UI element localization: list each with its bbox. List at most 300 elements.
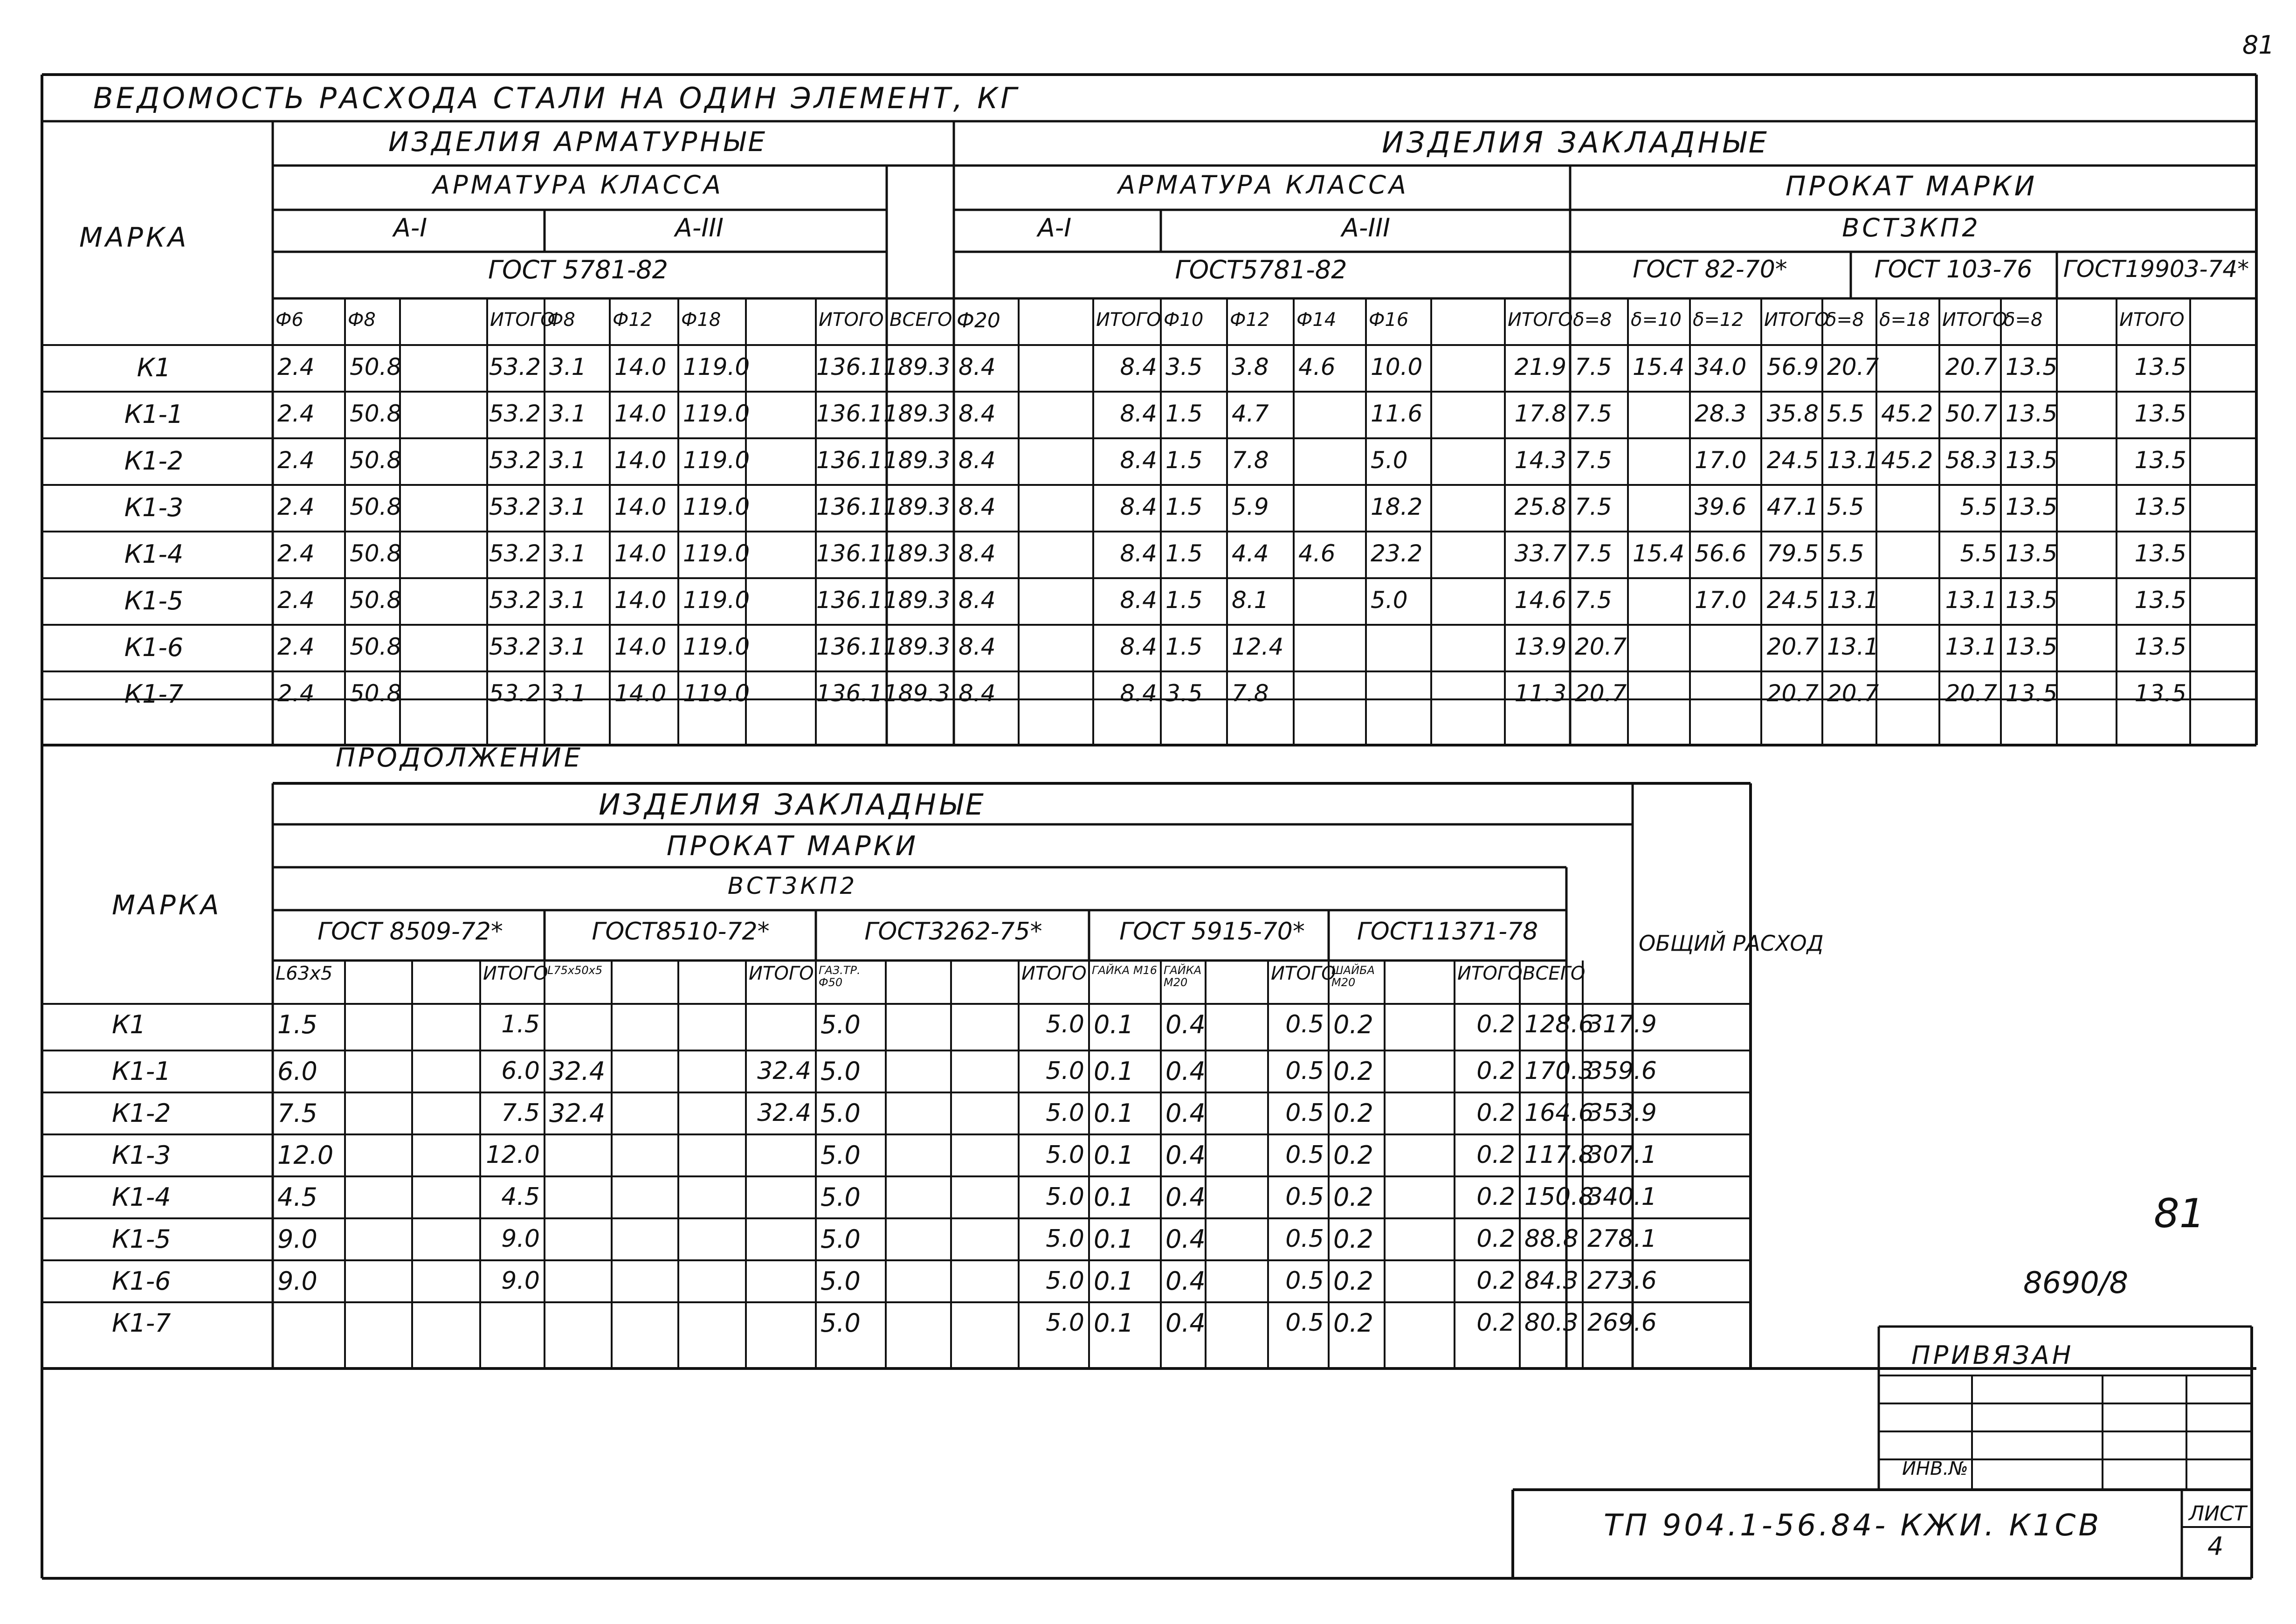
lower-cell: 0.1 bbox=[1094, 1182, 1134, 1212]
lower-cell: 5.0 bbox=[820, 1224, 861, 1254]
lower-cell: 0.4 bbox=[1165, 1140, 1206, 1170]
lower-col-header: ВСЕГО bbox=[1523, 963, 1586, 984]
lower-cell: 0.2 bbox=[1476, 1225, 1515, 1253]
lower-cell: 0.5 bbox=[1285, 1010, 1324, 1038]
upper-cell: 3.5 bbox=[1165, 680, 1203, 707]
upper-col-header: δ=18 bbox=[1879, 309, 1930, 331]
upper-cell: 7.5 bbox=[1575, 493, 1612, 520]
lower-cell: 0.4 bbox=[1165, 1182, 1206, 1212]
upper-cell: 3.1 bbox=[549, 587, 586, 614]
lower-cell: 0.5 bbox=[1285, 1099, 1324, 1127]
group-zakladnye: ИЗДЕЛИЯ ЗАКЛАДНЫЕ bbox=[1382, 125, 1770, 159]
lower-cell: 12.0 bbox=[486, 1141, 540, 1169]
upper-cell: 33.7 bbox=[1514, 540, 1566, 567]
upper-col-header: Ф12 bbox=[1230, 309, 1270, 331]
upper-cell: 8.4 bbox=[1120, 540, 1157, 567]
upper-cell: 2.4 bbox=[277, 353, 315, 380]
gost-103: ГОСТ 103-76 bbox=[1874, 256, 2033, 283]
stamp-note-8690: 8690/8 bbox=[2023, 1266, 2129, 1300]
upper-cell: 13.9 bbox=[1514, 633, 1566, 660]
upper-cell: 119.0 bbox=[683, 353, 750, 380]
lower-cell: 0.1 bbox=[1094, 1140, 1134, 1170]
gost-19903: ГОСТ19903-74* bbox=[2063, 256, 2249, 283]
lower-cell: 150.8 bbox=[1524, 1183, 1594, 1211]
upper-cell: 5.0 bbox=[1371, 447, 1408, 474]
lower-cell: 269.6 bbox=[1587, 1309, 1657, 1337]
upper-cell: 50.8 bbox=[350, 447, 402, 474]
upper-col-header: Ф6 bbox=[276, 309, 303, 331]
upper-cell: 17.0 bbox=[1695, 587, 1747, 614]
lower-row-marka: К1-4 bbox=[112, 1182, 171, 1212]
upper-cell: 35.8 bbox=[1766, 400, 1819, 427]
lower-cell: 0.5 bbox=[1285, 1183, 1324, 1211]
lower-gost: ГОСТ 8509-72* bbox=[317, 918, 503, 946]
upper-cell: 20.7 bbox=[1827, 680, 1879, 707]
lower-cell: 6.0 bbox=[501, 1057, 540, 1085]
upper-cell: 13.5 bbox=[2134, 680, 2186, 707]
prokat-marki-1: ПРОКАТ МАРКИ bbox=[1785, 170, 2038, 202]
upper-col-header: δ=8 bbox=[1573, 309, 1612, 331]
upper-cell: 8.4 bbox=[1120, 633, 1157, 660]
upper-col-header: ИТОГО bbox=[2119, 309, 2185, 331]
upper-cell: 3.1 bbox=[549, 353, 586, 380]
upper-cell: 10.0 bbox=[1371, 353, 1423, 380]
lower-cell: 0.4 bbox=[1165, 1308, 1206, 1338]
class-a1: А-I bbox=[393, 213, 427, 242]
gost-5781-b: ГОСТ5781-82 bbox=[1175, 255, 1347, 284]
upper-cell: 189.3 bbox=[883, 447, 950, 474]
upper-cell: 53.2 bbox=[489, 353, 541, 380]
stamp-code: ТП 904.1-56.84- КЖИ. К1СВ bbox=[1604, 1508, 2102, 1543]
upper-cell: 20.7 bbox=[1827, 353, 1879, 380]
lower-col-header: L63x5 bbox=[276, 963, 333, 984]
armatura-klassa-1: АРМАТУРА КЛАССА bbox=[433, 170, 724, 200]
upper-cell: 3.1 bbox=[549, 493, 586, 520]
upper-cell: 4.6 bbox=[1298, 540, 1336, 567]
upper-cell: 3.8 bbox=[1232, 353, 1269, 380]
lower-col-header: ИТОГО bbox=[1271, 963, 1336, 984]
lower-cell: 170.3 bbox=[1524, 1057, 1594, 1085]
upper-cell: 7.5 bbox=[1575, 353, 1612, 380]
lower-cell: 5.0 bbox=[1046, 1099, 1084, 1127]
upper-cell: 13.5 bbox=[2134, 493, 2186, 520]
upper-col-header: δ=10 bbox=[1631, 309, 1682, 331]
lower-gost: ГОСТ11371-78 bbox=[1357, 918, 1538, 946]
lower-cell: 7.5 bbox=[501, 1099, 540, 1127]
gost-82: ГОСТ 82-70* bbox=[1633, 256, 1787, 283]
upper-cell: 50.7 bbox=[1945, 400, 1997, 427]
upper-cell: 50.8 bbox=[350, 633, 402, 660]
upper-col-header: ИТОГО bbox=[1508, 309, 1573, 331]
lower-cell: 5.0 bbox=[820, 1057, 861, 1086]
lower-cell: 0.4 bbox=[1165, 1010, 1206, 1039]
upper-cell: 8.4 bbox=[958, 633, 996, 660]
lower-col-header: L75x50x5 bbox=[547, 964, 603, 977]
upper-cell: 3.1 bbox=[549, 400, 586, 427]
upper-cell: 13.5 bbox=[2006, 400, 2058, 427]
lower-group: ИЗДЕЛИЯ ЗАКЛАДНЫЕ bbox=[599, 788, 986, 822]
upper-cell: 136.1 bbox=[816, 447, 883, 474]
upper-cell: 5.5 bbox=[1827, 540, 1864, 567]
upper-cell: 53.2 bbox=[489, 400, 541, 427]
upper-cell: 136.1 bbox=[816, 680, 883, 707]
upper-col-header: Ф8 bbox=[348, 309, 376, 331]
upper-cell: 45.2 bbox=[1881, 447, 1933, 474]
upper-cell: 2.4 bbox=[277, 540, 315, 567]
upper-cell: 1.5 bbox=[1165, 447, 1203, 474]
lower-cell: 88.8 bbox=[1524, 1225, 1579, 1253]
lower-cell: 4.5 bbox=[277, 1182, 317, 1212]
upper-cell: 13.5 bbox=[2134, 587, 2186, 614]
lower-cell: 0.2 bbox=[1476, 1141, 1515, 1169]
lower-cell: 5.0 bbox=[820, 1308, 861, 1338]
upper-cell: 14.0 bbox=[614, 447, 667, 474]
lower-col-header: ГАЗ.ТР. Ф50 bbox=[819, 964, 861, 989]
lower-cell: 5.0 bbox=[1046, 1309, 1084, 1337]
lower-cell: 0.4 bbox=[1165, 1099, 1206, 1128]
lower-cell: 5.0 bbox=[1046, 1267, 1084, 1295]
stamp-inv: ИНВ.№ bbox=[1902, 1458, 1968, 1479]
upper-cell: 13.5 bbox=[2006, 540, 2058, 567]
upper-cell: 53.2 bbox=[489, 633, 541, 660]
upper-cell: 2.4 bbox=[277, 680, 315, 707]
upper-cell: 21.9 bbox=[1514, 353, 1566, 380]
upper-col-header: Ф18 bbox=[681, 309, 721, 331]
lower-cell: 317.9 bbox=[1587, 1010, 1657, 1038]
upper-cell: 13.5 bbox=[2134, 633, 2186, 660]
lower-cell: 9.0 bbox=[501, 1225, 540, 1253]
lower-cell: 0.5 bbox=[1285, 1057, 1324, 1085]
lower-cell: 0.2 bbox=[1333, 1224, 1373, 1254]
upper-cell: 13.5 bbox=[2006, 493, 2058, 520]
upper-cell: 119.0 bbox=[683, 680, 750, 707]
upper-cell: 8.4 bbox=[958, 680, 996, 707]
upper-cell: 53.2 bbox=[489, 587, 541, 614]
lower-vst: ВСТ3КП2 bbox=[727, 872, 858, 899]
lower-cell: 0.4 bbox=[1165, 1057, 1206, 1086]
upper-cell: 136.1 bbox=[816, 587, 883, 614]
upper-cell: 13.1 bbox=[1827, 587, 1879, 614]
lower-cell: 340.1 bbox=[1587, 1183, 1657, 1211]
upper-col-header: Ф16 bbox=[1369, 309, 1409, 331]
upper-cell: 17.0 bbox=[1695, 447, 1747, 474]
upper-cell: 7.5 bbox=[1575, 587, 1612, 614]
upper-cell: 119.0 bbox=[683, 493, 750, 520]
lower-col-header: ИТОГО bbox=[749, 963, 814, 984]
upper-cell: 5.9 bbox=[1232, 493, 1269, 520]
lower-row-marka: К1-3 bbox=[112, 1140, 171, 1170]
lower-cell: 9.0 bbox=[501, 1267, 540, 1295]
upper-cell: 5.5 bbox=[1827, 400, 1864, 427]
upper-cell: 1.5 bbox=[1165, 493, 1203, 520]
lower-cell: 12.0 bbox=[277, 1140, 334, 1170]
upper-cell: 13.5 bbox=[2006, 633, 2058, 660]
upper-cell: 14.0 bbox=[614, 633, 667, 660]
upper-cell: 8.4 bbox=[1120, 680, 1157, 707]
lower-cell: 0.2 bbox=[1333, 1266, 1373, 1296]
upper-cell: 8.4 bbox=[958, 587, 996, 614]
upper-cell: 14.0 bbox=[614, 540, 667, 567]
upper-cell: 136.1 bbox=[816, 493, 883, 520]
upper-cell: 20.7 bbox=[1766, 680, 1819, 707]
upper-cell: 13.5 bbox=[2006, 353, 2058, 380]
upper-cell: 136.1 bbox=[816, 633, 883, 660]
lower-cell: 117.8 bbox=[1524, 1141, 1594, 1169]
lower-cell: 32.4 bbox=[549, 1099, 606, 1128]
upper-cell: 8.1 bbox=[1232, 587, 1269, 614]
lower-gost: ГОСТ8510-72* bbox=[592, 918, 770, 946]
obshiy-rashod-header: ОБЩИЙ РАСХОД bbox=[1639, 931, 1824, 956]
upper-cell: 53.2 bbox=[489, 493, 541, 520]
lower-row-marka: К1-6 bbox=[112, 1266, 171, 1296]
upper-cell: 3.1 bbox=[549, 680, 586, 707]
class-a3: А-III bbox=[675, 213, 724, 242]
upper-cell: 13.5 bbox=[2134, 353, 2186, 380]
upper-cell: 20.7 bbox=[1575, 680, 1627, 707]
upper-cell: 13.1 bbox=[1945, 587, 1997, 614]
upper-cell: 5.5 bbox=[1827, 493, 1864, 520]
lower-cell: 0.5 bbox=[1285, 1225, 1324, 1253]
upper-col-header: δ=12 bbox=[1693, 309, 1744, 331]
lower-cell: 5.0 bbox=[1046, 1141, 1084, 1169]
upper-cell: 13.5 bbox=[2134, 540, 2186, 567]
upper-col-header: Ф20 bbox=[957, 309, 1000, 332]
upper-cell: 14.0 bbox=[614, 353, 667, 380]
upper-cell: 119.0 bbox=[683, 400, 750, 427]
upper-cell: 2.4 bbox=[277, 587, 315, 614]
lower-cell: 0.2 bbox=[1476, 1183, 1515, 1211]
upper-cell: 189.3 bbox=[883, 540, 950, 567]
upper-cell: 18.2 bbox=[1371, 493, 1423, 520]
lower-cell: 6.0 bbox=[277, 1057, 317, 1086]
stamp-list-label: ЛИСТ bbox=[2189, 1502, 2247, 1526]
upper-cell: 1.5 bbox=[1165, 540, 1203, 567]
upper-col-header: Ф14 bbox=[1296, 309, 1337, 331]
lower-marka-header: МАРКА bbox=[112, 889, 222, 921]
upper-cell: 15.4 bbox=[1633, 540, 1685, 567]
lower-cell: 0.1 bbox=[1094, 1057, 1134, 1086]
upper-cell: 8.4 bbox=[958, 353, 996, 380]
lower-cell: 5.0 bbox=[1046, 1225, 1084, 1253]
armatura-klassa-2: АРМАТУРА КЛАССА bbox=[1118, 170, 1409, 200]
upper-cell: 24.5 bbox=[1766, 447, 1819, 474]
lower-gost: ГОСТ 5915-70* bbox=[1119, 918, 1305, 946]
upper-cell: 14.0 bbox=[614, 400, 667, 427]
upper-cell: 50.8 bbox=[350, 680, 402, 707]
lower-col-header: ИТОГО bbox=[1021, 963, 1087, 984]
upper-cell: 7.8 bbox=[1232, 680, 1269, 707]
upper-cell: 13.5 bbox=[2006, 680, 2058, 707]
lower-row-marka: К1-5 bbox=[112, 1224, 171, 1254]
upper-cell: 11.6 bbox=[1371, 400, 1423, 427]
upper-cell: 2.4 bbox=[277, 400, 315, 427]
upper-col-header: ИТОГО bbox=[1764, 309, 1829, 331]
upper-cell: 14.0 bbox=[614, 493, 667, 520]
upper-cell: 5.5 bbox=[1960, 493, 1997, 520]
lower-cell: 1.5 bbox=[501, 1010, 540, 1038]
upper-cell: 15.4 bbox=[1633, 353, 1685, 380]
upper-cell: 8.4 bbox=[958, 493, 996, 520]
upper-cell: 8.4 bbox=[958, 400, 996, 427]
upper-cell: 189.3 bbox=[883, 680, 950, 707]
upper-row-marka: К1-3 bbox=[124, 493, 184, 522]
upper-row-marka: К1 bbox=[137, 353, 171, 382]
upper-cell: 119.0 bbox=[683, 633, 750, 660]
upper-cell: 13.5 bbox=[2006, 447, 2058, 474]
upper-cell: 1.5 bbox=[1165, 633, 1203, 660]
upper-cell: 13.1 bbox=[1827, 633, 1879, 660]
lower-cell: 7.5 bbox=[277, 1099, 317, 1128]
lower-cell: 0.2 bbox=[1333, 1099, 1373, 1128]
upper-cell: 2.4 bbox=[277, 493, 315, 520]
class-a1b: А-I bbox=[1037, 213, 1072, 242]
lower-cell: 0.2 bbox=[1476, 1010, 1515, 1038]
upper-col-header: ВСЕГО bbox=[889, 309, 952, 331]
lower-cell: 0.1 bbox=[1094, 1099, 1134, 1128]
upper-cell: 45.2 bbox=[1881, 400, 1933, 427]
upper-cell: 8.4 bbox=[958, 447, 996, 474]
upper-cell: 13.1 bbox=[1827, 447, 1879, 474]
upper-cell: 119.0 bbox=[683, 540, 750, 567]
upper-cell: 79.5 bbox=[1766, 540, 1819, 567]
upper-cell: 119.0 bbox=[683, 447, 750, 474]
lower-cell: 0.2 bbox=[1333, 1140, 1373, 1170]
lower-cell: 5.0 bbox=[820, 1140, 861, 1170]
upper-cell: 1.5 bbox=[1165, 400, 1203, 427]
upper-cell: 17.8 bbox=[1514, 400, 1566, 427]
page-number: 81 bbox=[2242, 30, 2275, 60]
lower-row-marka: К1-7 bbox=[112, 1308, 171, 1338]
lower-cell: 359.6 bbox=[1587, 1057, 1657, 1085]
upper-cell: 3.1 bbox=[549, 447, 586, 474]
upper-cell: 34.0 bbox=[1695, 353, 1747, 380]
upper-cell: 28.3 bbox=[1695, 400, 1747, 427]
lower-cell: 5.0 bbox=[1046, 1183, 1084, 1211]
upper-cell: 3.5 bbox=[1165, 353, 1203, 380]
upper-cell: 13.5 bbox=[2134, 400, 2186, 427]
upper-cell: 20.7 bbox=[1945, 680, 1997, 707]
lower-cell: 0.2 bbox=[1476, 1057, 1515, 1085]
lower-cell: 0.5 bbox=[1285, 1267, 1324, 1295]
upper-cell: 136.1 bbox=[816, 353, 883, 380]
upper-cell: 8.4 bbox=[958, 540, 996, 567]
upper-row-marka: К1-2 bbox=[124, 446, 184, 476]
upper-cell: 47.1 bbox=[1766, 493, 1819, 520]
lower-cell: 5.0 bbox=[820, 1099, 861, 1128]
upper-cell: 11.3 bbox=[1514, 680, 1566, 707]
upper-cell: 8.4 bbox=[1120, 447, 1157, 474]
upper-cell: 3.1 bbox=[549, 540, 586, 567]
upper-cell: 189.3 bbox=[883, 493, 950, 520]
upper-cell: 4.6 bbox=[1298, 353, 1336, 380]
lower-row-marka: К1 bbox=[112, 1010, 146, 1039]
lower-cell: 0.2 bbox=[1476, 1267, 1515, 1295]
upper-cell: 4.7 bbox=[1232, 400, 1269, 427]
lower-cell: 4.5 bbox=[501, 1183, 540, 1211]
upper-cell: 13.1 bbox=[1945, 633, 1997, 660]
upper-cell: 50.8 bbox=[350, 587, 402, 614]
upper-cell: 25.8 bbox=[1514, 493, 1566, 520]
upper-cell: 53.2 bbox=[489, 447, 541, 474]
upper-col-header: Ф12 bbox=[613, 309, 653, 331]
upper-row-marka: К1-6 bbox=[124, 633, 184, 662]
upper-cell: 2.4 bbox=[277, 447, 315, 474]
upper-cell: 24.5 bbox=[1766, 587, 1819, 614]
upper-cell: 20.7 bbox=[1575, 633, 1627, 660]
upper-cell: 14.0 bbox=[614, 587, 667, 614]
upper-row-marka: К1-4 bbox=[124, 539, 184, 569]
upper-cell: 7.5 bbox=[1575, 400, 1612, 427]
lower-col-header: ШАЙБА М20 bbox=[1331, 964, 1375, 989]
lower-cell: 1.5 bbox=[277, 1010, 317, 1039]
lower-cell: 32.4 bbox=[757, 1099, 811, 1127]
lower-cell: 273.6 bbox=[1587, 1267, 1657, 1295]
vst-1: ВСТ3КП2 bbox=[1842, 213, 1981, 242]
upper-cell: 189.3 bbox=[883, 353, 950, 380]
lower-col-header: ИТОГО bbox=[1457, 963, 1523, 984]
lower-cell: 278.1 bbox=[1587, 1225, 1657, 1253]
upper-col-header: ИТОГО bbox=[1096, 309, 1161, 331]
upper-cell: 8.4 bbox=[1120, 353, 1157, 380]
lower-cell: 5.0 bbox=[1046, 1057, 1084, 1085]
upper-cell: 7.5 bbox=[1575, 447, 1612, 474]
upper-cell: 189.3 bbox=[883, 633, 950, 660]
upper-col-header: ИТОГО bbox=[490, 309, 555, 331]
upper-cell: 136.1 bbox=[816, 540, 883, 567]
upper-col-header: δ=8 bbox=[2004, 309, 2043, 331]
group-armaturnye: ИЗДЕЛИЯ АРМАТУРНЫЕ bbox=[388, 126, 768, 158]
upper-cell: 14.6 bbox=[1514, 587, 1566, 614]
lower-cell: 5.0 bbox=[1046, 1010, 1084, 1038]
lower-prokat: ПРОКАТ МАРКИ bbox=[666, 830, 919, 862]
upper-cell: 50.8 bbox=[350, 540, 402, 567]
upper-cell: 20.7 bbox=[1945, 353, 1997, 380]
lower-col-header: ГАЙКА М20 bbox=[1164, 964, 1202, 989]
upper-cell: 53.2 bbox=[489, 680, 541, 707]
sheet-title: ВЕДОМОСТЬ РАСХОДА СТАЛИ НА ОДИН ЭЛЕМЕНТ, КГ bbox=[93, 81, 1020, 115]
upper-col-header: ИТОГО bbox=[819, 309, 884, 331]
upper-cell: 13.5 bbox=[2006, 587, 2058, 614]
upper-row-marka: К1-5 bbox=[124, 586, 184, 615]
upper-cell: 189.3 bbox=[883, 587, 950, 614]
upper-cell: 136.1 bbox=[816, 400, 883, 427]
lower-cell: 0.1 bbox=[1094, 1224, 1134, 1254]
lower-col-header: ГАЙКА М16 bbox=[1092, 964, 1158, 977]
lower-cell: 0.1 bbox=[1094, 1266, 1134, 1296]
upper-cell: 2.4 bbox=[277, 633, 315, 660]
upper-cell: 50.8 bbox=[350, 353, 402, 380]
upper-cell: 56.9 bbox=[1766, 353, 1819, 380]
lower-cell: 5.0 bbox=[820, 1266, 861, 1296]
class-a3b: А-III bbox=[1341, 213, 1391, 242]
upper-cell: 4.4 bbox=[1232, 540, 1269, 567]
lower-col-header: ИТОГО bbox=[483, 963, 548, 984]
upper-col-header: Ф10 bbox=[1164, 309, 1204, 331]
lower-gost: ГОСТ3262-75* bbox=[864, 918, 1042, 946]
upper-col-header: Ф8 bbox=[547, 309, 575, 331]
lower-cell: 0.5 bbox=[1285, 1141, 1324, 1169]
lower-cell: 0.2 bbox=[1333, 1182, 1373, 1212]
stamp-list-num: 4 bbox=[2207, 1532, 2224, 1561]
upper-cell: 14.0 bbox=[614, 680, 667, 707]
lower-row-marka: К1-1 bbox=[112, 1057, 171, 1086]
lower-cell: 353.9 bbox=[1587, 1099, 1657, 1127]
stamp-privyazan: ПРИВЯЗАН bbox=[1911, 1341, 2074, 1370]
lower-cell: 0.1 bbox=[1094, 1010, 1134, 1039]
lower-cell: 164.6 bbox=[1524, 1099, 1594, 1127]
lower-cell: 0.2 bbox=[1333, 1057, 1373, 1086]
lower-cell: 9.0 bbox=[277, 1266, 317, 1296]
